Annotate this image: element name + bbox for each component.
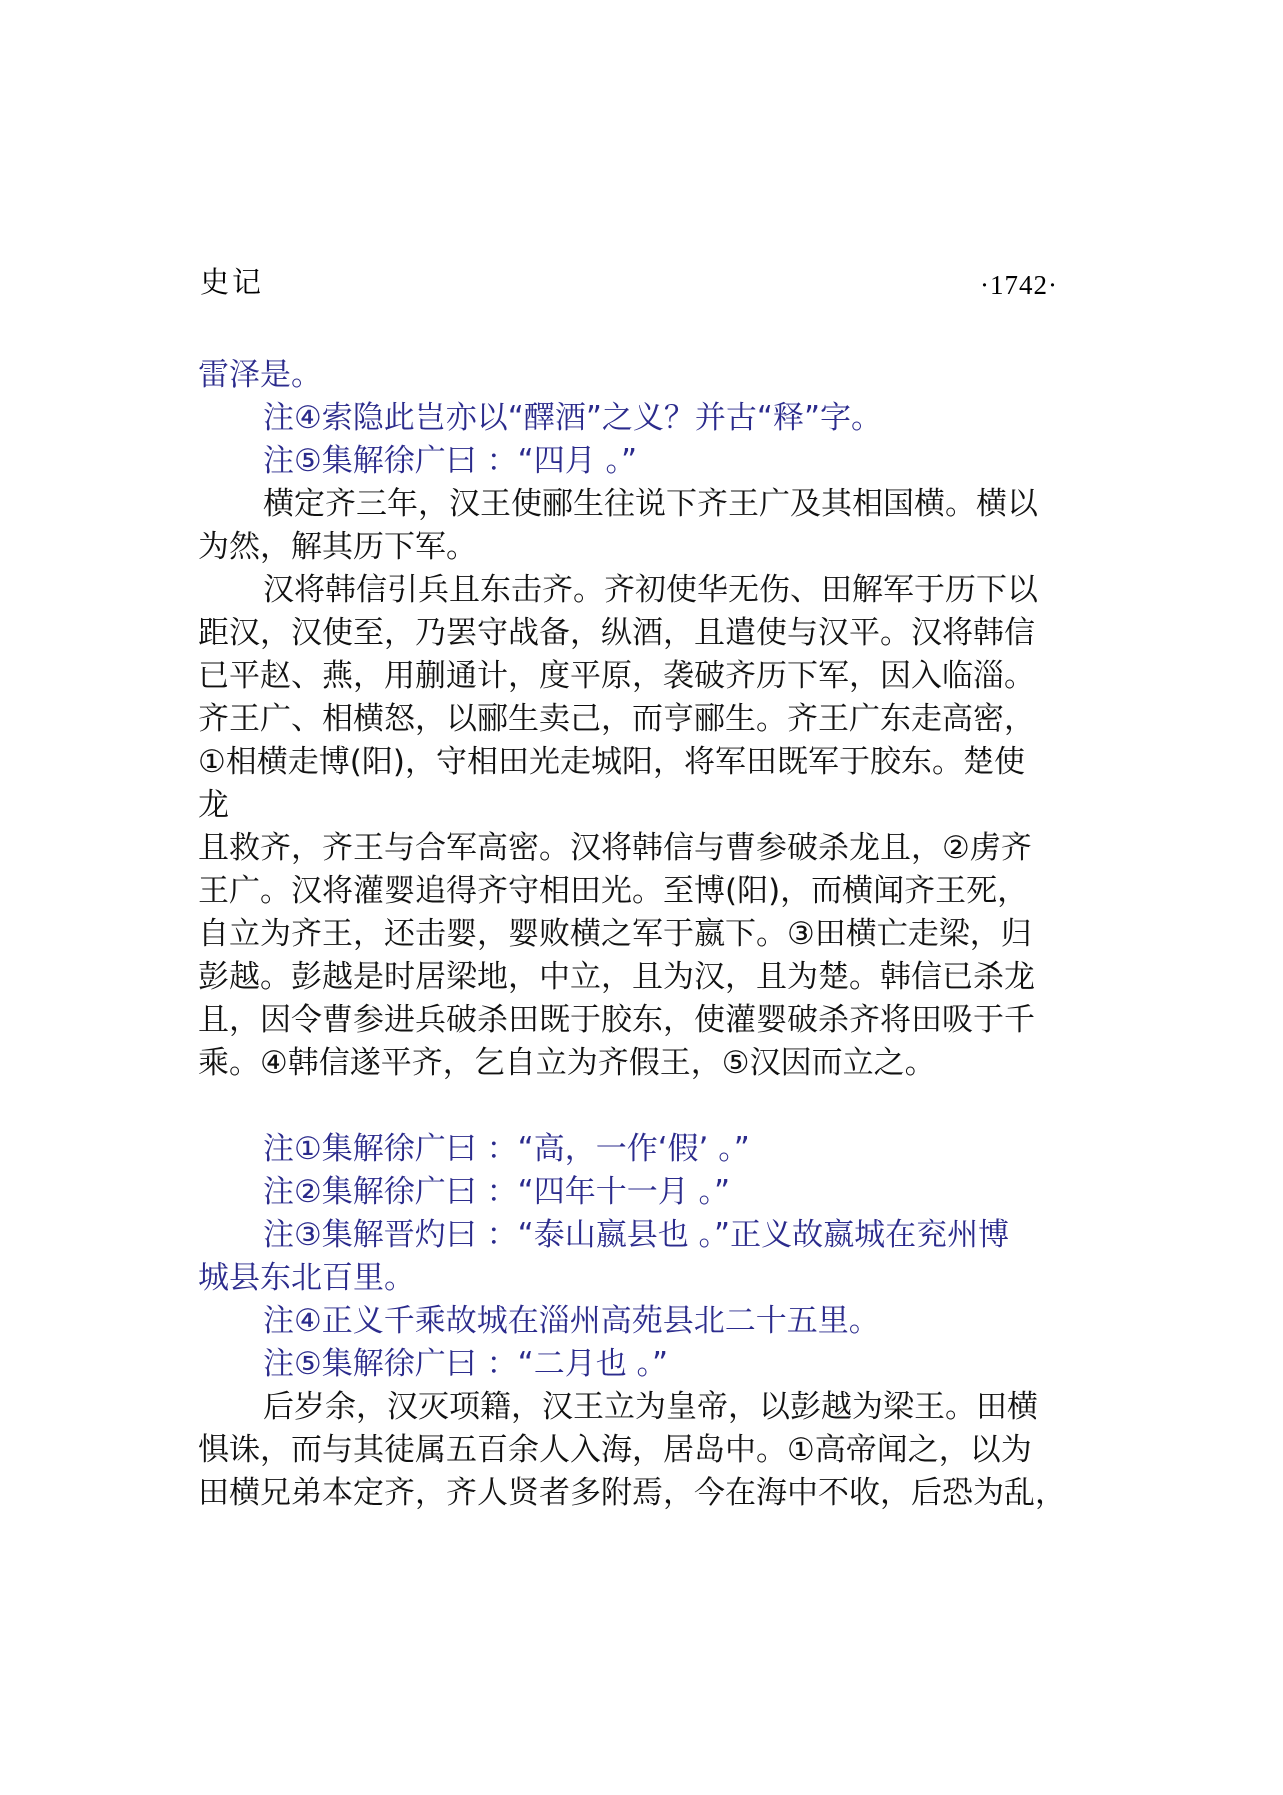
text-line: 龙 [198,787,229,823]
annotation-paragraph [198,440,1088,483]
text-line: 横定齐三年，汉王使郦生往说下齐王广及其相国横。横以 [263,486,1038,522]
text-line: 且，因令曹参进兵破杀田既于胶东，使灌婴破杀齐将田吸于千 [198,1002,1035,1038]
annotation-paragraph [198,1300,1088,1343]
text-line: 注②集解徐广曰 ：“四年十一月 。” [263,1174,731,1210]
text-line: 注④正义千乘故城在淄州高苑县北二十五里。 [263,1303,880,1339]
main-text-paragraph [198,827,1088,1085]
annotation-paragraph [198,397,1088,440]
main-text-paragraph [198,483,1088,569]
text-line: 王广。汉将灌婴追得齐守相田光。至博(阳)，而横闻齐王死， [198,873,1029,909]
page-number: ·1742· [980,270,1058,300]
annotation-paragraph [198,1343,1088,1386]
text-line: 雷泽是。 [198,357,322,393]
running-header-title: 史记 [200,265,265,299]
main-text-paragraph [198,1386,1088,1515]
text-line: 自立为齐王，还击婴，婴败横之军于嬴下。③田横亡走梁，归 [198,916,1032,952]
text-line: 后岁余，汉灭项籍，汉王立为皇帝，以彭越为梁王。田横 [263,1389,1038,1425]
text-body [198,354,1088,1515]
text-line: 且救齐，齐王与合军高密。汉将韩信与曹参破杀龙且，②虏齐 [198,830,1032,866]
paragraph-gap [198,1085,1088,1128]
annotation-paragraph [198,1214,1088,1300]
text-line: 为然，解其历下军。 [198,529,477,565]
text-line: 注⑤集解徐广曰 ：“四月 。” [263,443,638,479]
text-line: 距汉，汉使至，乃罢守战备，纵酒，且遣使与汉平。汉将韩信 [198,615,1035,651]
text-line: 乘。④韩信遂平齐，乞自立为齐假王，⑤汉因而立之。 [198,1045,936,1081]
annotation-paragraph [198,1171,1088,1214]
annotation-paragraph [198,1128,1088,1171]
text-line: 注①集解徐广曰 ：“高，一作‘假’ 。” [263,1131,750,1167]
text-line: 已平赵、燕，用蒯通计，度平原，袭破齐历下军，因入临淄。 [198,658,1035,694]
text-line: 田横兄弟本定齐，齐人贤者多附焉，今在海中不收，后恐为乱， [198,1475,1066,1511]
text-line: 注③集解晋灼曰 ：“泰山嬴县也 。”正义故嬴城在兖州博 [263,1217,1010,1253]
text-line: 惧诛，而与其徒属五百余人入海，居岛中。①高帝闻之，以为 [198,1432,1032,1468]
text-line: ①相横走博(阳)，守相田光走城阳，将军田既军于胶东。楚使 [198,744,1025,780]
annotation-paragraph [198,354,1088,397]
text-line: 彭越。彭越是时居梁地，中立，且为汉，且为楚。韩信已杀龙 [198,959,1035,995]
main-text-paragraph [198,569,1088,827]
text-line: 注④索隐此岂亦以“醳酒”之义？并古“释”字。 [263,400,883,436]
text-line: 注⑤集解徐广曰 ：“二月也 。” [263,1346,669,1382]
text-line: 齐王广、相横怒，以郦生卖己，而亨郦生。齐王广东走高密， [198,701,1035,737]
text-line: 汉将韩信引兵且东击齐。齐初使华无伤、田解军于历下以 [263,572,1038,608]
text-line: 城县东北百里。 [198,1260,415,1296]
